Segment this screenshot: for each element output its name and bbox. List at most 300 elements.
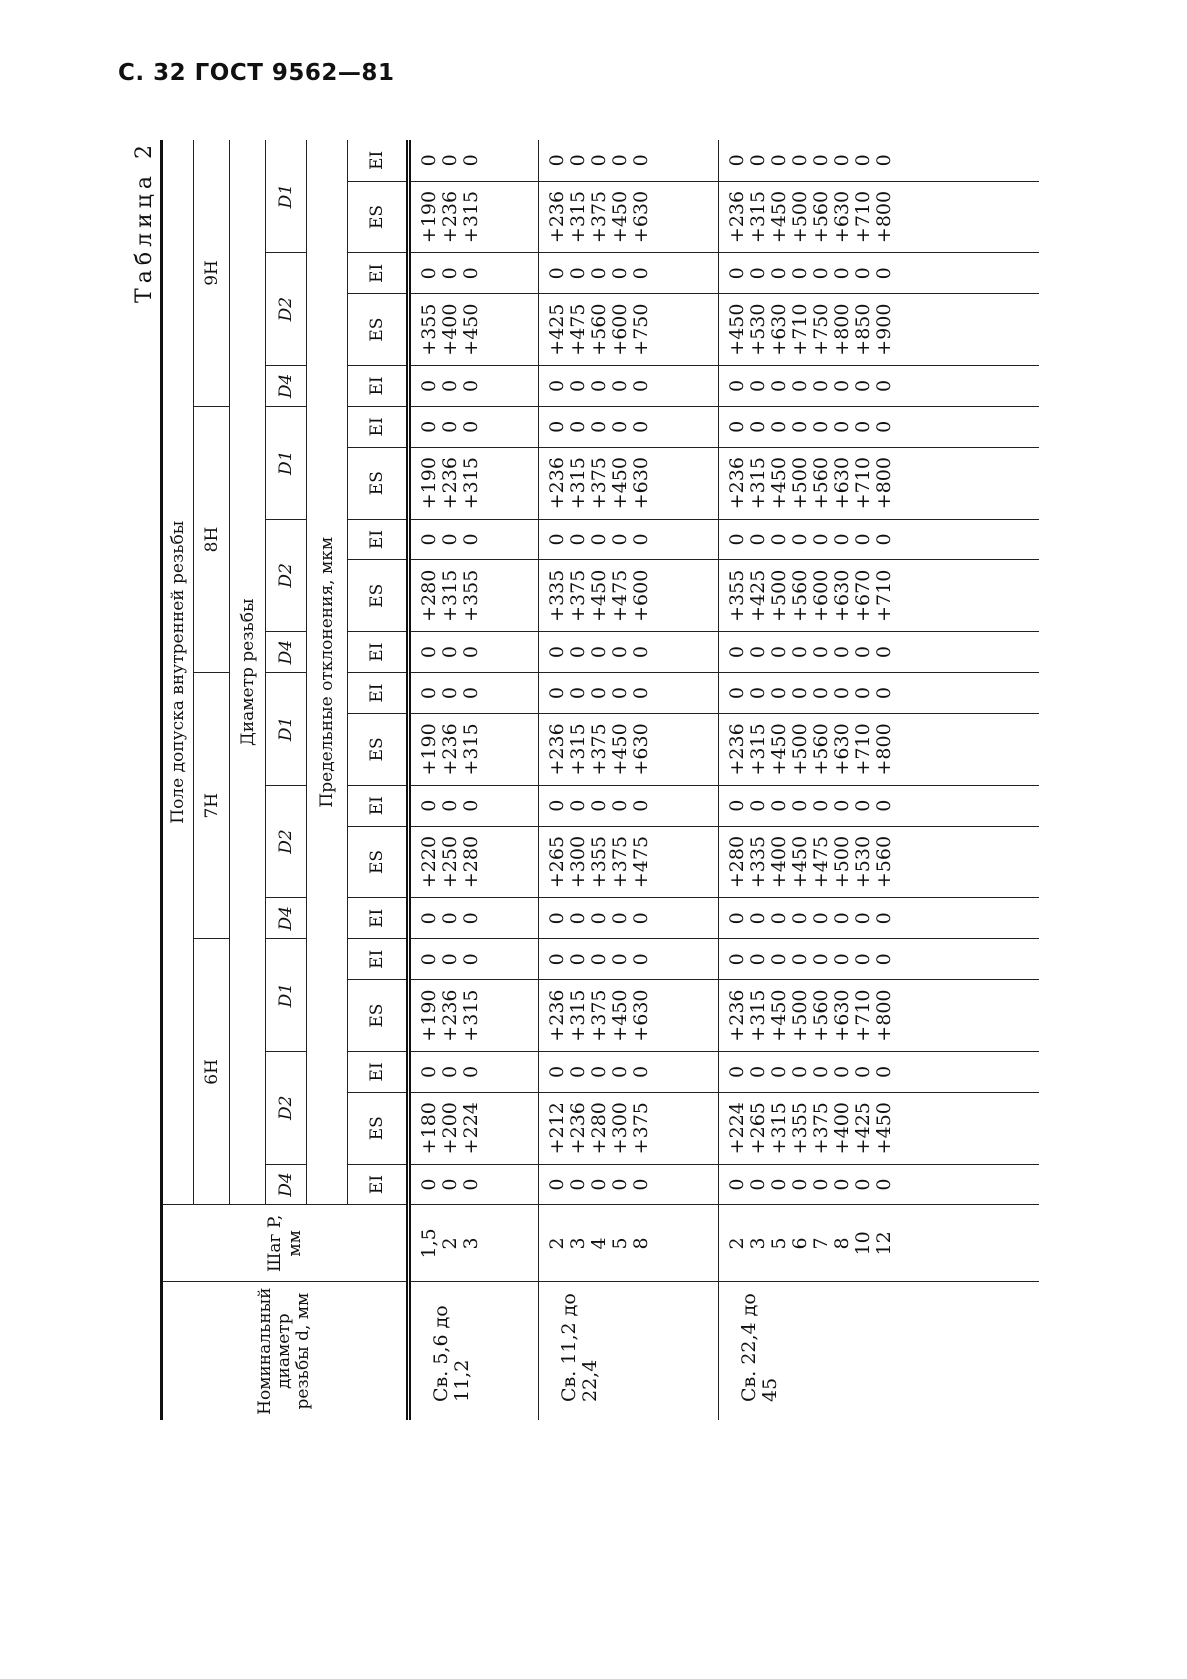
cell-d2-es xyxy=(719,826,1039,898)
deviation-value: +500 xyxy=(768,569,790,622)
deviation-value: 0 xyxy=(439,687,461,700)
header-es: ES xyxy=(348,294,409,366)
header-diameter-d4: D4 xyxy=(266,1164,307,1205)
deviation-value: 0 xyxy=(810,799,832,812)
cell-d2-ei xyxy=(539,253,719,294)
cell-d1-ei xyxy=(719,673,1039,714)
deviation-value: 0 xyxy=(460,267,482,280)
header-ei: EI xyxy=(348,519,409,560)
deviation-value: +710 xyxy=(852,457,874,510)
deviation-value: 0 xyxy=(588,646,610,659)
deviation-value: +250 xyxy=(439,835,461,889)
deviation-value: 0 xyxy=(873,533,895,546)
header-es: ES xyxy=(348,447,409,519)
deviation-value: +236 xyxy=(726,190,748,244)
deviation-value: 0 xyxy=(630,267,652,280)
header-es: ES xyxy=(348,1092,409,1164)
deviation-value: 0 xyxy=(810,533,832,546)
deviation-value: +630 xyxy=(630,723,652,776)
deviation-value: +236 xyxy=(726,457,748,510)
deviation-value: 0 xyxy=(873,267,895,280)
deviation-value: +400 xyxy=(831,1102,853,1155)
deviation-value: 0 xyxy=(852,687,874,700)
deviation-value: 0 xyxy=(768,799,790,812)
deviation-value: 0 xyxy=(810,646,832,659)
deviation-value: 0 xyxy=(567,953,589,966)
deviation-value: 0 xyxy=(546,154,568,167)
deviation-value: +450 xyxy=(460,303,482,356)
deviation-value: +630 xyxy=(768,303,790,356)
cell-d2-ei xyxy=(409,1051,539,1092)
cell-d4-ei xyxy=(409,632,539,673)
deviation-value: 0 xyxy=(609,1065,631,1078)
cell-d1-ei xyxy=(719,939,1039,980)
deviation-value: +670 xyxy=(852,569,874,622)
nominal-diameter-cell: Св. 5,6 до 11,2 xyxy=(409,1282,539,1420)
deviation-value: 0 xyxy=(609,799,631,812)
deviation-value: 0 xyxy=(726,799,748,812)
pitch-value: 12 xyxy=(873,1231,895,1256)
table-title: Таблица 2 xyxy=(132,140,157,303)
deviation-value: +300 xyxy=(609,1102,631,1155)
deviation-value: +375 xyxy=(588,457,610,510)
pitch-value: 6 xyxy=(789,1237,811,1250)
deviation-value: 0 xyxy=(831,1178,853,1191)
deviation-value: +280 xyxy=(460,835,482,889)
deviation-value: +200 xyxy=(439,1102,461,1155)
cell-d1-es xyxy=(409,181,539,253)
deviation-value: 0 xyxy=(831,420,853,433)
cell-d2-es xyxy=(409,1092,539,1164)
deviation-value: +315 xyxy=(460,190,482,244)
deviation-value: +236 xyxy=(439,723,461,776)
deviation-value: 0 xyxy=(789,646,811,659)
deviation-value: +315 xyxy=(439,569,461,622)
deviation-value: 0 xyxy=(609,1178,631,1191)
deviation-value: 0 xyxy=(852,533,874,546)
deviation-value: 0 xyxy=(588,379,610,392)
deviation-value: 0 xyxy=(418,533,440,546)
deviation-value: 0 xyxy=(567,687,589,700)
deviation-value: +280 xyxy=(418,569,440,622)
cell-d1-ei xyxy=(409,673,539,714)
deviation-value: 0 xyxy=(726,646,748,659)
cell-d1-ei xyxy=(719,140,1039,181)
deviation-value: +315 xyxy=(747,989,769,1042)
deviation-value: +315 xyxy=(460,457,482,510)
deviation-value: +600 xyxy=(630,569,652,622)
deviation-value: 0 xyxy=(460,799,482,812)
pitch-cell xyxy=(409,1205,539,1282)
deviation-value: 0 xyxy=(546,379,568,392)
deviation-value: 0 xyxy=(810,154,832,167)
deviation-value: +800 xyxy=(873,457,895,510)
deviation-value: +800 xyxy=(831,303,853,356)
deviation-value: +710 xyxy=(852,989,874,1042)
cell-d2-ei xyxy=(719,253,1039,294)
header-diameter-d4: D4 xyxy=(266,365,307,406)
deviation-value: +375 xyxy=(588,989,610,1042)
pitch-cell xyxy=(719,1205,1039,1282)
deviation-value: 0 xyxy=(768,533,790,546)
deviation-value: +355 xyxy=(588,835,610,889)
header-ei: EI xyxy=(348,785,409,826)
cell-d2-ei xyxy=(409,519,539,560)
deviation-value: 0 xyxy=(630,912,652,925)
deviation-value: 0 xyxy=(747,687,769,700)
cell-d1-es xyxy=(539,714,719,786)
deviation-value: 0 xyxy=(768,154,790,167)
deviation-value: +630 xyxy=(831,190,853,244)
deviation-value: 0 xyxy=(852,379,874,392)
deviation-value: +450 xyxy=(588,569,610,622)
cell-d1-es xyxy=(719,181,1039,253)
deviation-value: +190 xyxy=(418,723,440,776)
deviation-value: 0 xyxy=(588,912,610,925)
deviation-value: 0 xyxy=(418,379,440,392)
deviation-value: 0 xyxy=(747,154,769,167)
deviation-value: 0 xyxy=(439,1178,461,1191)
cell-d2-ei xyxy=(409,253,539,294)
deviation-value: 0 xyxy=(747,912,769,925)
deviation-value: 0 xyxy=(768,379,790,392)
deviation-value: +355 xyxy=(789,1102,811,1155)
cell-d1-ei xyxy=(539,406,719,447)
cell-d2-es xyxy=(539,560,719,632)
deviation-value: 0 xyxy=(726,267,748,280)
deviation-value: +560 xyxy=(588,303,610,356)
deviation-value: +190 xyxy=(418,190,440,244)
deviation-value: +236 xyxy=(546,723,568,776)
table-row xyxy=(719,140,1039,1420)
deviation-value: 0 xyxy=(588,1178,610,1191)
deviation-value: +750 xyxy=(630,303,652,356)
deviation-value: 0 xyxy=(726,1178,748,1191)
deviation-value: 0 xyxy=(789,379,811,392)
header-ei: EI xyxy=(348,673,409,714)
deviation-value: 0 xyxy=(609,533,631,546)
deviation-value: +335 xyxy=(747,835,769,889)
cell-d2-es xyxy=(539,1092,719,1164)
deviation-value: 0 xyxy=(588,420,610,433)
deviation-value: 0 xyxy=(439,379,461,392)
cell-d4-ei xyxy=(719,365,1039,406)
cell-d2-es xyxy=(409,560,539,632)
deviation-value: +315 xyxy=(567,190,589,244)
deviation-value: +180 xyxy=(418,1102,440,1155)
rotated-table-block xyxy=(130,140,1045,1420)
deviation-value: +265 xyxy=(546,835,568,889)
deviation-value: +236 xyxy=(726,723,748,776)
deviation-value: 0 xyxy=(460,1178,482,1191)
deviation-value: 0 xyxy=(852,953,874,966)
cell-d4-ei xyxy=(409,898,539,939)
deviation-value: 0 xyxy=(747,1065,769,1078)
deviation-value: 0 xyxy=(852,799,874,812)
deviation-value: +300 xyxy=(567,835,589,889)
deviation-value: +560 xyxy=(789,569,811,622)
header-diameter-d2: D2 xyxy=(266,253,307,366)
deviation-value: 0 xyxy=(873,1178,895,1191)
cell-d1-es xyxy=(719,714,1039,786)
header-diameter-d4: D4 xyxy=(266,898,307,939)
deviation-value: 0 xyxy=(418,646,440,659)
deviation-value: 0 xyxy=(546,687,568,700)
deviation-value: 0 xyxy=(630,420,652,433)
deviation-value: 0 xyxy=(810,379,832,392)
deviation-value: 0 xyxy=(418,420,440,433)
deviation-value: +500 xyxy=(789,457,811,510)
deviation-value: 0 xyxy=(726,1065,748,1078)
deviation-value: +710 xyxy=(852,723,874,776)
deviation-value: 0 xyxy=(810,687,832,700)
deviation-value: +710 xyxy=(789,303,811,356)
cell-d2-ei xyxy=(539,1051,719,1092)
tolerance-table xyxy=(160,140,1039,1420)
deviation-value: +500 xyxy=(789,190,811,244)
deviation-value: 0 xyxy=(789,420,811,433)
pitch-value: 8 xyxy=(630,1237,652,1250)
deviation-value: 0 xyxy=(588,533,610,546)
header-ei: EI xyxy=(348,365,409,406)
deviation-value: +265 xyxy=(747,1102,769,1155)
deviation-value: 0 xyxy=(852,1178,874,1191)
deviation-value: 0 xyxy=(460,912,482,925)
deviation-value: 0 xyxy=(460,646,482,659)
deviation-value: 0 xyxy=(768,912,790,925)
deviation-value: 0 xyxy=(439,1065,461,1078)
deviation-value: 0 xyxy=(873,687,895,700)
cell-d2-ei xyxy=(719,785,1039,826)
deviation-value: 0 xyxy=(418,687,440,700)
deviation-value: +800 xyxy=(873,723,895,776)
deviation-value: 0 xyxy=(789,687,811,700)
deviation-value: +425 xyxy=(852,1102,874,1155)
deviation-value: +425 xyxy=(546,303,568,356)
deviation-value: 0 xyxy=(768,267,790,280)
pitch-value: 3 xyxy=(567,1237,589,1250)
cell-d4-ei xyxy=(719,632,1039,673)
deviation-value: +375 xyxy=(609,835,631,889)
pitch-value: 3 xyxy=(747,1237,769,1250)
header-class-9h: 9H xyxy=(194,140,230,406)
deviation-value: +530 xyxy=(747,303,769,356)
deviation-value: +315 xyxy=(567,457,589,510)
header-pitch: Шаг P, мм xyxy=(162,1205,409,1282)
deviation-value: 0 xyxy=(789,267,811,280)
deviation-value: 0 xyxy=(768,953,790,966)
deviation-value: 0 xyxy=(768,1178,790,1191)
deviation-value: +190 xyxy=(418,989,440,1042)
pitch-value: 10 xyxy=(852,1231,874,1256)
deviation-value: 0 xyxy=(460,687,482,700)
deviation-value: +236 xyxy=(546,989,568,1042)
pitch-value: 7 xyxy=(810,1237,832,1250)
deviation-value: +475 xyxy=(630,835,652,889)
deviation-value: +280 xyxy=(726,835,748,889)
deviation-value: 0 xyxy=(567,912,589,925)
deviation-value: 0 xyxy=(810,912,832,925)
header-ei: EI xyxy=(348,898,409,939)
deviation-value: 0 xyxy=(831,533,853,546)
deviation-value: 0 xyxy=(873,912,895,925)
header-diameter-d2: D2 xyxy=(266,519,307,632)
deviation-value: 0 xyxy=(831,646,853,659)
pitch-value: 2 xyxy=(726,1237,748,1250)
deviation-value: +450 xyxy=(609,723,631,776)
header-row-tolerance-field xyxy=(162,140,194,1420)
cell-d1-es xyxy=(409,714,539,786)
deviation-value: 0 xyxy=(546,267,568,280)
pitch-value: 2 xyxy=(546,1237,568,1250)
nominal-diameter-cell: Св. 11,2 до 22,4 xyxy=(539,1282,719,1420)
header-ei: EI xyxy=(348,1164,409,1205)
deviation-value: +710 xyxy=(873,569,895,622)
deviation-value: +475 xyxy=(810,835,832,889)
deviation-value: +800 xyxy=(873,989,895,1042)
header-es: ES xyxy=(348,714,409,786)
deviation-value: 0 xyxy=(726,912,748,925)
header-tolerance-field: Поле допуска внутренней резьбы xyxy=(162,140,194,1205)
deviation-value: 0 xyxy=(460,154,482,167)
deviation-value: +630 xyxy=(831,569,853,622)
deviation-value: 0 xyxy=(609,912,631,925)
deviation-value: +900 xyxy=(873,303,895,356)
cell-d2-es xyxy=(409,294,539,366)
deviation-value: 0 xyxy=(567,646,589,659)
header-class-8h: 8H xyxy=(194,406,230,672)
deviation-value: +224 xyxy=(460,1102,482,1155)
deviation-value: 0 xyxy=(418,267,440,280)
deviation-value: 0 xyxy=(747,646,769,659)
cell-d2-es xyxy=(409,826,539,898)
deviation-value: +355 xyxy=(460,569,482,622)
deviation-value: 0 xyxy=(418,154,440,167)
deviation-value: +400 xyxy=(439,303,461,356)
deviation-value: +450 xyxy=(726,303,748,356)
deviation-value: +375 xyxy=(588,190,610,244)
deviation-value: +450 xyxy=(768,989,790,1042)
deviation-value: 0 xyxy=(567,154,589,167)
deviation-value: 0 xyxy=(747,953,769,966)
deviation-value: 0 xyxy=(789,533,811,546)
deviation-value: 0 xyxy=(418,799,440,812)
deviation-value: +315 xyxy=(747,723,769,776)
deviation-value: +280 xyxy=(588,1102,610,1155)
header-diameter-d1: D1 xyxy=(266,406,307,519)
deviation-value: 0 xyxy=(418,953,440,966)
deviation-value: 0 xyxy=(439,267,461,280)
header-ei: EI xyxy=(348,140,409,181)
cell-d1-ei xyxy=(539,939,719,980)
header-es: ES xyxy=(348,181,409,253)
deviation-value: 0 xyxy=(460,953,482,966)
header-diameter-d2: D2 xyxy=(266,1051,307,1164)
deviation-value: 0 xyxy=(546,1065,568,1078)
deviation-value: +236 xyxy=(439,190,461,244)
deviation-value: 0 xyxy=(831,687,853,700)
deviation-value: 0 xyxy=(789,953,811,966)
deviation-value: +375 xyxy=(810,1102,832,1155)
deviation-value: 0 xyxy=(747,799,769,812)
deviation-value: 0 xyxy=(789,1065,811,1078)
deviation-value: 0 xyxy=(418,912,440,925)
header-limit-deviations: Предельные отклонения, мкм xyxy=(307,140,348,1205)
deviation-value: +315 xyxy=(460,989,482,1042)
deviation-value: 0 xyxy=(831,1065,853,1078)
cell-d2-ei xyxy=(539,519,719,560)
cell-d1-es xyxy=(539,181,719,253)
cell-d1-ei xyxy=(719,406,1039,447)
cell-d4-ei xyxy=(539,365,719,406)
deviation-value: +450 xyxy=(609,457,631,510)
pitch-value: 5 xyxy=(768,1237,790,1250)
deviation-value: 0 xyxy=(460,533,482,546)
deviation-value: 0 xyxy=(460,1065,482,1078)
table-row xyxy=(409,140,539,1420)
deviation-value: 0 xyxy=(747,1178,769,1191)
deviation-value: +560 xyxy=(810,723,832,776)
header-ei: EI xyxy=(348,632,409,673)
deviation-value: +630 xyxy=(630,457,652,510)
header-nominal-diameter: Номинальный диаметр резьбы d, мм xyxy=(162,1282,409,1420)
deviation-value: 0 xyxy=(831,912,853,925)
deviation-value: 0 xyxy=(567,267,589,280)
cell-d2-ei xyxy=(539,785,719,826)
header-class-7h: 7H xyxy=(194,673,230,939)
deviation-value: +190 xyxy=(418,457,440,510)
deviation-value: +630 xyxy=(831,723,853,776)
deviation-value: 0 xyxy=(726,154,748,167)
deviation-value: 0 xyxy=(546,912,568,925)
cell-d4-ei xyxy=(539,898,719,939)
deviation-value: 0 xyxy=(789,1178,811,1191)
header-ei: EI xyxy=(348,406,409,447)
deviation-value: 0 xyxy=(588,1065,610,1078)
cell-d4-ei xyxy=(719,898,1039,939)
deviation-value: +450 xyxy=(768,190,790,244)
deviation-value: 0 xyxy=(439,799,461,812)
deviation-value: 0 xyxy=(726,953,748,966)
deviation-value: 0 xyxy=(873,799,895,812)
deviation-value: 0 xyxy=(810,953,832,966)
cell-d2-ei xyxy=(719,1051,1039,1092)
deviation-value: +475 xyxy=(609,569,631,622)
pitch-value: 2 xyxy=(439,1237,461,1250)
deviation-value: +375 xyxy=(588,723,610,776)
deviation-value: 0 xyxy=(726,420,748,433)
deviation-value: 0 xyxy=(873,379,895,392)
deviation-value: +355 xyxy=(726,569,748,622)
cell-d1-ei xyxy=(539,140,719,181)
deviation-value: 0 xyxy=(567,1178,589,1191)
deviation-value: 0 xyxy=(747,267,769,280)
deviation-value: +450 xyxy=(789,835,811,889)
deviation-value: 0 xyxy=(873,1065,895,1078)
header-class-6h: 6H xyxy=(194,939,230,1205)
deviation-value: +220 xyxy=(418,835,440,889)
deviation-value: 0 xyxy=(567,420,589,433)
deviation-value: 0 xyxy=(546,420,568,433)
header-es: ES xyxy=(348,826,409,898)
cell-d4-ei xyxy=(409,1164,539,1205)
deviation-value: 0 xyxy=(831,267,853,280)
deviation-value: +355 xyxy=(418,303,440,356)
cell-d1-ei xyxy=(409,140,539,181)
deviation-value: 0 xyxy=(831,154,853,167)
deviation-value: +400 xyxy=(768,835,790,889)
deviation-value: +425 xyxy=(747,569,769,622)
